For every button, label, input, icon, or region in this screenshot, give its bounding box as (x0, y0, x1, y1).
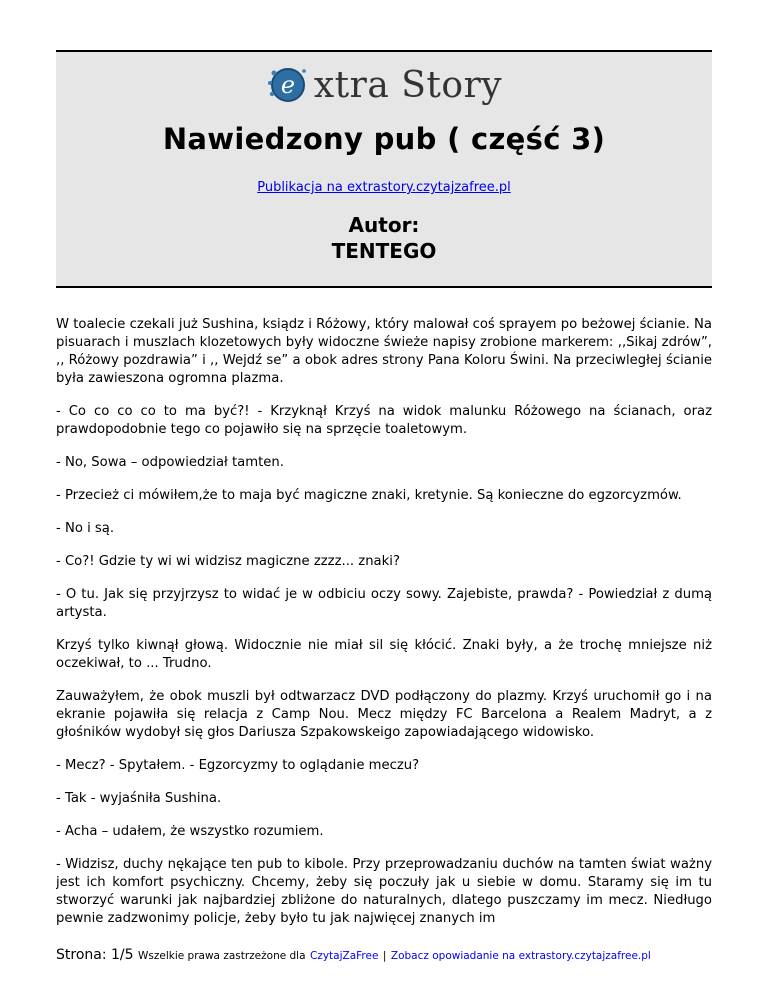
rights-text: Wszelkie prawa zastrzeżone dla (138, 950, 306, 962)
author-block (56, 212, 712, 264)
paragraph: - No, Sowa – odpowiedział tamten. (56, 455, 284, 470)
paragraph: - Acha – udałem, że wszystko rozumiem. (56, 824, 324, 839)
footer-separator: | (382, 950, 387, 962)
page-footer (56, 947, 756, 963)
paragraph: - No i są. (56, 521, 115, 536)
paragraph: - O tu. Jak się przyjrzysz to widać je w odbiciu oczy sowy. Zajebiste, prawda? - Powiedział z dumą artysta. (56, 587, 712, 620)
paragraph: - Przecież ci mówiłem,że to maja być magiczne znaki, kretynie. Są konieczne do egzorcyzmów. (56, 488, 682, 503)
svg-text:e: e (280, 71, 295, 99)
paragraph: - Co?! Gdzie ty wi wi widzisz magiczne zzzz... znaki? (56, 554, 400, 569)
paragraph: Krzyś tylko kiwnął głową. Widocznie nie miał sil się kłócić. Znaki były, a że trochę mniejsze niż oczekiwał, to ... Trudno. (56, 638, 712, 671)
page-number: Strona: 1/5 (56, 947, 134, 963)
logo-text: xtra Story (313, 64, 503, 106)
paragraph: - Widzisz, duchy nękające ten pub to kibole. Przy przeprowadzaniu duchów na tamten świat ważny jest ich komfort psychiczny. Chcemy, żeby się poczuły jak u siebie w domu. Staramy się im tu stworzyć warunki jak najbardziej zbliżone do naturalnych, dlatego puszczamy im mecz. Niedługo pewnie zadzwonimy policje, żeby było tu jak najwięcej znanych im (56, 857, 712, 926)
extra-story-logo-icon (266, 63, 310, 107)
paragraph: - Mecz? - Spytałem. - Egzorcyzmy to oglądanie meczu? (56, 758, 420, 773)
paragraph: - Tak - wyjaśniła Sushina. (56, 791, 222, 806)
paragraph: Zauważyłem, że obok muszli był odtwarzacz DVD podłączony do plazmy. Krzyś uruchomił go i na ekranie pojawiła się relacja z Camp Nou. Mecz między FC Barcelona a Realem Madryt, a z głośników wydobył się głos Dariusza Szpakowskeigo zapowiadającego widowisko. (56, 689, 712, 740)
publication-link[interactable]: Publikacja na extrastory.czytajzafree.pl (257, 180, 511, 195)
story-link[interactable]: Zobacz opowiadanie na extrastory.czytajzafree.pl (390, 950, 651, 962)
author-label: Autor: (348, 213, 420, 237)
author-name: TENTEGO (331, 239, 437, 263)
site-logo[interactable] (56, 60, 712, 110)
czytajzafree-link[interactable]: CzytajZaFree (310, 950, 379, 962)
story-content (56, 316, 712, 928)
paragraph: W toalecie czekali już Sushina, ksiądz i Różowy, który malował coś sprayem po beżowej ścianie. Na pisuarach i muszlach klozetowych były widoczne świeże napisy zrobione markerem: ,,Sikaj zdrów”, ,, Różowy pozdrawia” i ,, Wejdź se” a obok adres strony Pana Koloru Świni. Na przeciwległej ścianie była zawieszona ogromna plazma. (56, 317, 712, 386)
story-title: Nawiedzony pub ( część 3) (162, 122, 606, 156)
header-box (56, 50, 712, 288)
paragraph: - Co co co co to ma być?! - Krzyknął Krzyś na widok malunku Różowego na ścianach, oraz prawdopodobnie tego co pojawiło się na sprzęcie toaletowym. (56, 404, 712, 437)
